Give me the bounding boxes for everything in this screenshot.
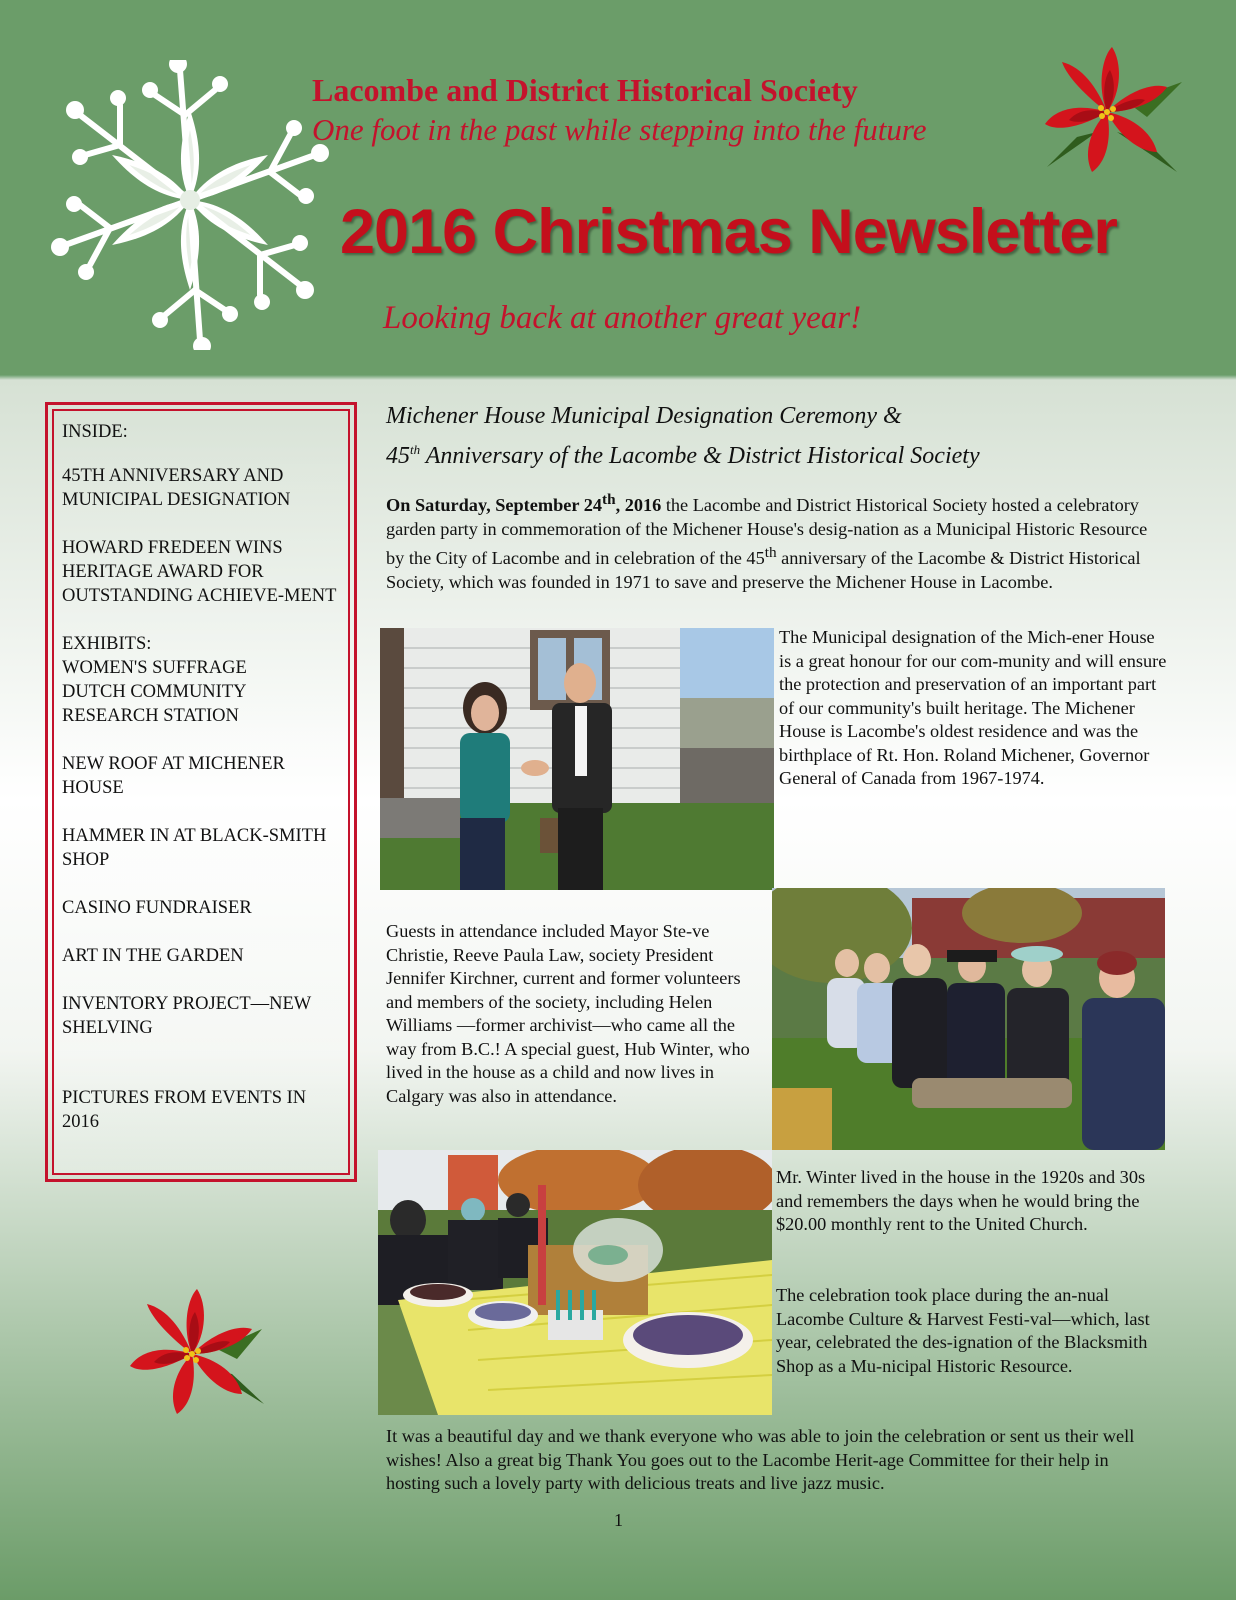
society-motto: One foot in the past while stepping into the future <box>312 112 927 147</box>
toc-item: EXHIBITS: <box>62 634 152 654</box>
article-title-line1: Michener House Municipal Designation Ceremony & <box>386 403 902 429</box>
photo-handshake <box>380 628 774 890</box>
toc-item: WOMEN'S SUFFRAGE <box>62 658 247 678</box>
paragraph-festival: The celebration took place during the an-nual Lacombe Culture & Harvest Festi-val—which, last year, celebrated the des-ignation of the Blacksmith Shop as a Mu-nicipal Historic Resource. <box>776 1285 1150 1376</box>
paragraph-winter: Mr. Winter lived in the house in the 1920s and 30s and remembers the days when he would bring the $20.00 monthly rent to the United Church. <box>776 1167 1146 1234</box>
intro-date <box>386 491 662 516</box>
article-title <box>386 400 980 473</box>
date-text: On Saturday, September 24 <box>386 495 603 516</box>
inside-label: INSIDE: <box>62 422 128 442</box>
page-number: 1 <box>614 1510 623 1530</box>
poinsettia-icon <box>1035 42 1185 182</box>
toc-item: INVENTORY PROJECT—NEW SHELVING <box>62 994 311 1038</box>
toc-item: RESEARCH STATION <box>62 706 239 726</box>
paragraph-intro <box>386 488 1166 594</box>
paragraph-thanks: It was a beautiful day and we thank everyone who was able to join the celebration or sent us their well wishes! Also a great big Thank You goes out to the Lacombe Herit-age Committee for their help in hosting such a lovely party with delicious treats and live jazz music. <box>386 1426 1135 1493</box>
toc-item: ART IN THE GARDEN <box>62 946 244 966</box>
title-sup: th <box>410 442 421 457</box>
newsletter-title: 2016 Christmas Newsletter <box>340 197 1117 267</box>
intro-text-b: anniversary of the Lacombe & District Historical Society, which was founded in 1971 to save and preserve the Michener House in Lacombe. <box>386 548 1141 592</box>
toc-item: DUTCH COMMUNITY <box>62 682 247 702</box>
date-year: , 2016 <box>615 495 662 516</box>
toc-item: NEW ROOF AT MICHENER HOUSE <box>62 754 285 798</box>
toc-item: HOWARD FREDEEN WINS HERITAGE AWARD FOR OUTSTANDING ACHIEVE-MENT <box>62 538 337 606</box>
inside-box <box>45 402 357 1182</box>
intro-text-a: the Lacombe and District Historical Society hosted a celebratory garden party in commemoration of the Michener House's desig-nation as a Municipal Historic Resource by the City of Lacombe and in celebration of the 45 <box>386 495 1148 569</box>
poinsettia-icon <box>122 1282 272 1422</box>
photo-dessert-table <box>378 1150 772 1415</box>
society-name: Lacombe and District Historical Society <box>312 72 858 108</box>
intro-sup: th <box>764 544 777 562</box>
paragraph-designation: The Municipal designation of the Mich-ener House is a great honour for our com-munity and will ensure the protection and preservation of an important part of our community's built heritage. The Michener House is Lacombe's oldest residence and was the birthplace of Rt. Hon. Roland Michener, Governor General of Canada from 1967-1974. <box>779 627 1167 788</box>
date-sup: th <box>602 491 616 508</box>
photo-guests <box>772 888 1165 1150</box>
title-rest: Anniversary of the Lacombe & District Historical Society <box>420 443 980 469</box>
title-number: 45 <box>386 443 410 469</box>
toc-item: HAMMER IN AT BLACK-SMITH SHOP <box>62 826 327 870</box>
toc-item: 45TH ANNIVERSARY AND MUNICIPAL DESIGNATION <box>62 466 291 510</box>
toc-item: CASINO FUNDRAISER <box>62 898 252 918</box>
toc-item: PICTURES FROM EVENTS IN 2016 <box>62 1088 307 1132</box>
newsletter-tagline: Looking back at another great year! <box>383 300 862 336</box>
paragraph-guests: Guests in attendance included Mayor Ste-ve Christie, Reeve Paula Law, society President Jennifer Kirchner, current and former volunteers and members of the society, including Helen Williams —former archivist—who came all the way from B.C.! A special guest, Hub Winter, who lived in the house as a child and now lives in Calgary was also in attendance. <box>386 921 750 1106</box>
article-title-line2 <box>386 433 980 473</box>
